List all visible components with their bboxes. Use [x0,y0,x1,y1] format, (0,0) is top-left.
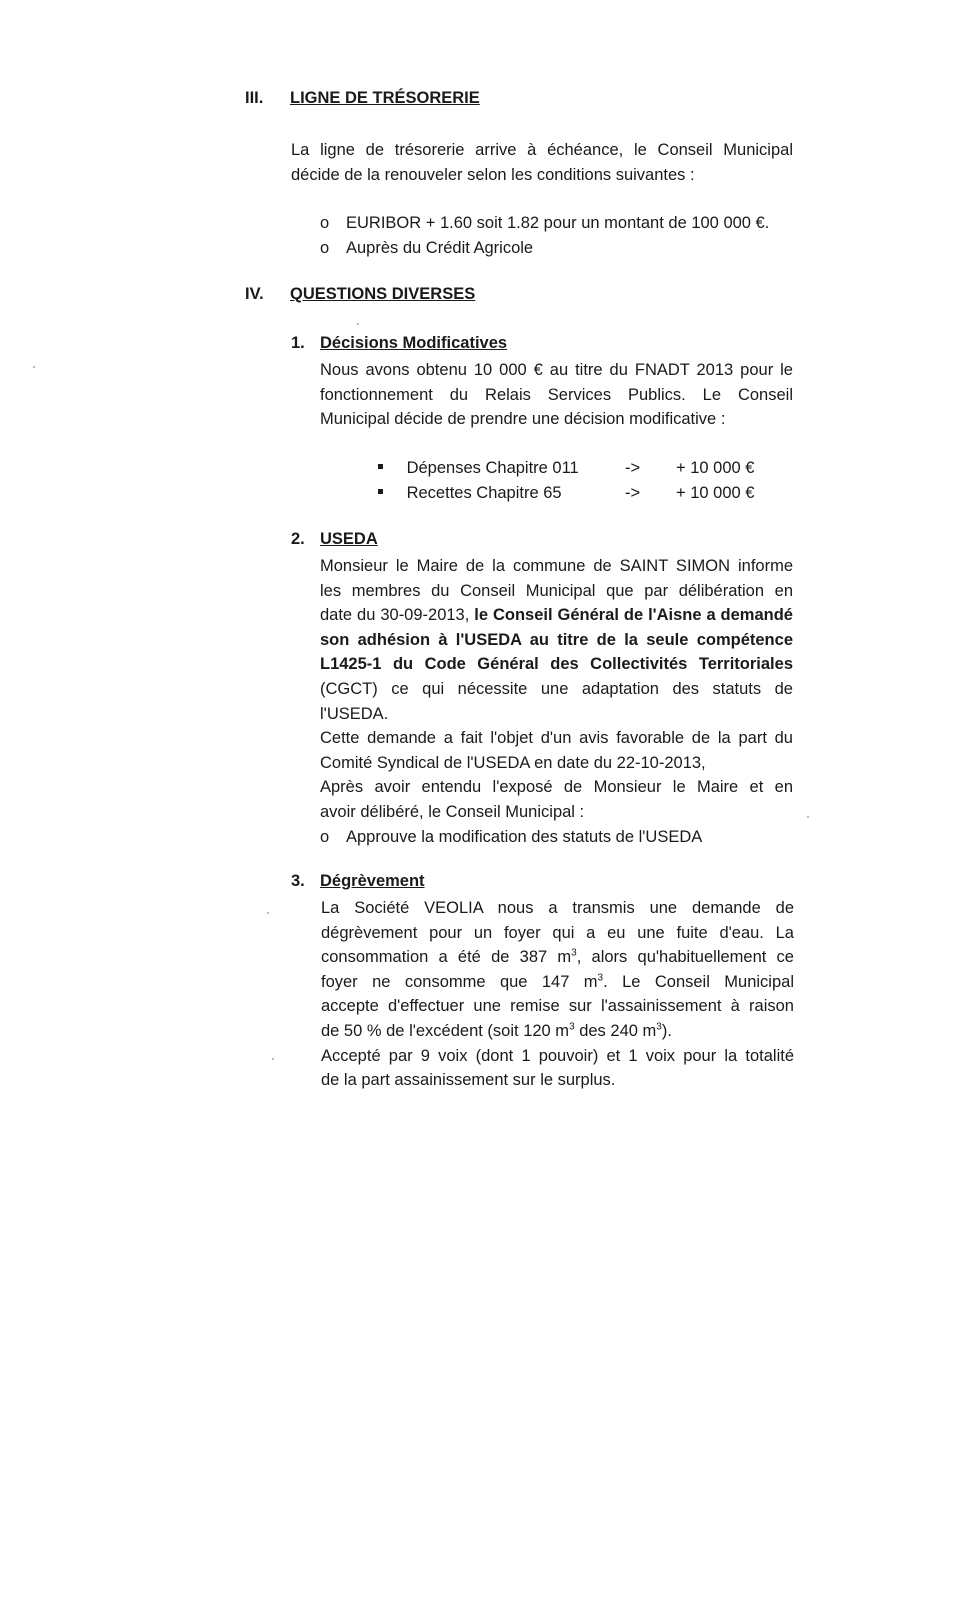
paragraph-line: Nous avons obtenu 10 000 € au titre du FNADT 2013 pour le [320,361,793,379]
bullet-marker: o [320,238,330,257]
paragraph-line: Après avoir entendu l'exposé de Monsieur le Maire et en [320,778,793,797]
text-run: . Le Conseil Municipal [603,972,794,991]
paragraph-line [321,1019,794,1044]
item-3-heading [291,872,791,896]
paragraph-line: les membres du Conseil Municipal que par délibération en [320,581,793,600]
list-item [320,211,800,236]
section-3-intro-line: La ligne de trésorerie arrive à échéance, le Conseil Municipal [291,141,793,159]
text-run: consommation a été de 387 m [321,948,572,967]
paragraph-line: La Société VEOLIA nous a transmis une demande de [321,899,794,917]
scan-speck [272,1058,274,1060]
item-1-body [320,358,793,432]
budget-row-revenue [378,481,778,506]
text-run: de 50 % de l'excédent (soit 120 m [321,1021,570,1040]
superscript: 3 [597,972,604,984]
item-1-heading [291,334,791,358]
section-4-heading [245,285,545,309]
text-run: ). [661,1021,672,1040]
square-bullet [378,489,383,494]
item-2-number: 2. [291,530,305,548]
paragraph-line: (CGCT) ce qui nécessite une adaptation des statuts de [320,679,793,698]
paragraph-line [320,603,793,628]
item-2-title: USEDA [320,530,378,548]
paragraph-line: Accepté par 9 voix (dont 1 pouvoir) et 1 voix pour la totalité [321,1046,794,1065]
superscript: 3 [571,947,577,959]
item-2-body [320,554,793,849]
text-run: des 240 m [574,1021,657,1040]
scan-speck [357,323,359,325]
bank-condition: Auprès du Crédit Agricole [346,238,534,257]
paragraph-line [321,945,794,970]
date-text: date du 30-09-2013, [320,606,475,625]
arrow-text: -> [625,459,641,477]
superscript: 3 [656,1021,662,1033]
emphasis-text: le Conseil Général de l'Aisne a demandé [474,606,793,625]
budget-table [378,456,778,506]
bullet-marker: o [320,214,330,232]
approval-text: Approuve la modification des statuts de l'USEDA [346,827,703,846]
paragraph-line [321,970,794,995]
scan-speck [33,366,35,368]
budget-label: Dépenses Chapitre 011 [406,459,579,477]
paragraph-line: son adhésion à l'USEDA au titre de la seule compétence [320,630,793,649]
superscript: 3 [569,1021,575,1033]
paragraph-line: accepte d'effectuer une remise sur l'assainissement à raison [321,997,794,1016]
paragraph-line: l'USEDA. [320,704,389,723]
paragraph-line: de la part assainissement sur le surplus. [321,1071,616,1090]
budget-amount: + 10 000 € [676,459,755,477]
paragraph-line: L1425-1 du Code Général des Collectivités Territoriales [320,655,793,674]
bullet-marker: o [320,827,330,846]
paragraph-line: Cette demande a fait l'objet d'un avis favorable de la part du [320,729,793,748]
section-3-intro-line: décide de la renouveler selon les conditions suivantes : [291,165,695,184]
budget-amount: + 10 000 € [676,483,755,502]
euribor-condition: EURIBOR + 1.60 soit 1.82 pour un montant de 100 000 €. [346,214,770,232]
section-4-number: IV. [245,285,264,303]
text-run: foyer ne consomme que 147 m [321,972,598,991]
square-bullet [378,464,383,469]
paragraph-line: avoir délibéré, le Conseil Municipal : [320,802,585,821]
section-3-number: III. [245,89,264,107]
text-run: , alors qu'habituellement ce [576,948,794,967]
list-item [320,236,800,261]
section-3-title: LIGNE DE TRÉSORERIE [290,89,480,107]
budget-row-expenses [378,456,778,481]
scan-speck [807,816,809,818]
list-item [320,825,793,850]
paragraph-line: dégrèvement pour un foyer qui a eu une fuite d'eau. La [321,923,794,942]
paragraph-line: fonctionnement du Relais Services Publics. Le Conseil [320,385,793,404]
item-1-number: 1. [291,334,305,352]
item-3-title: Dégrèvement [320,872,425,890]
scan-speck [267,912,269,914]
section-3-heading [245,89,545,113]
section-3-intro [291,138,793,187]
paragraph-line: Comité Syndical de l'USEDA en date du 22-10-2013, [320,753,706,772]
item-2-heading [291,530,791,554]
paragraph-line: Municipal décide de prendre une décision modificative : [320,410,726,429]
section-4-title: QUESTIONS DIVERSES [290,285,476,303]
item-3-number: 3. [291,872,305,890]
section-3-bullets [320,211,800,260]
item-3-body [321,896,794,1093]
paragraph-line: Monsieur le Maire de la commune de SAINT SIMON informe [320,557,793,575]
budget-label: Recettes Chapitre 65 [406,483,562,502]
item-1-title: Décisions Modificatives [320,334,508,352]
arrow-text: -> [625,483,641,502]
